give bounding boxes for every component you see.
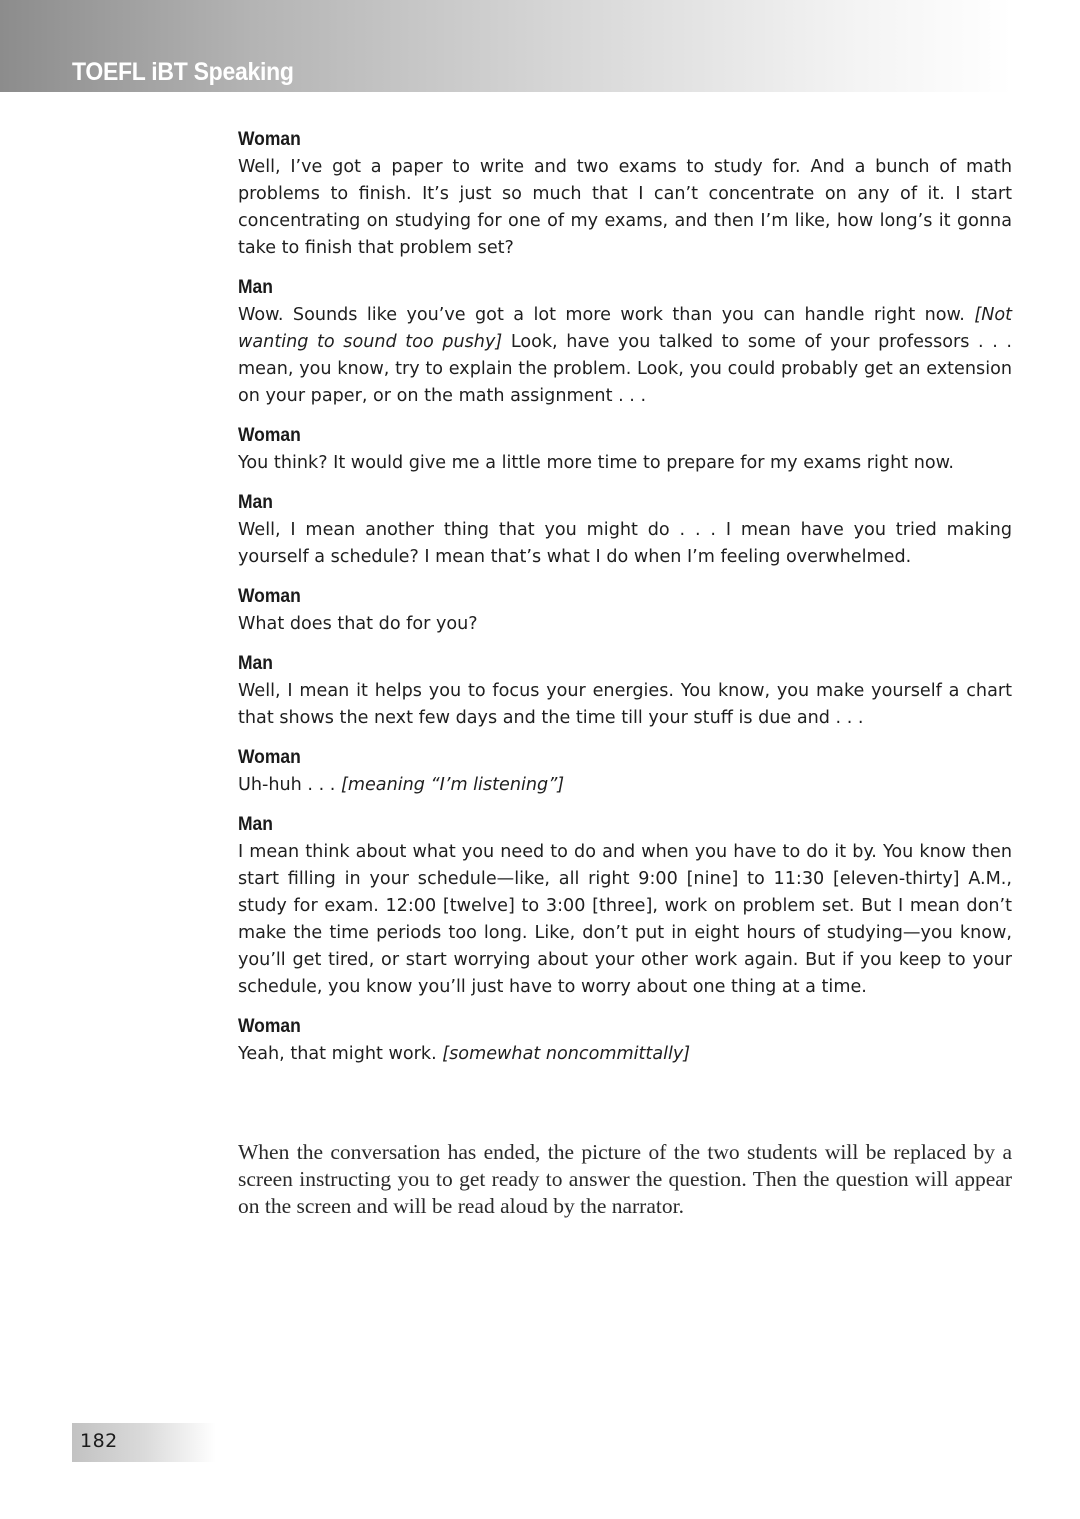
dialogue-text: Yeah, that might work. (238, 1044, 437, 1064)
dialogue-line: Well, I mean another thing that you might do . . . I mean have you tried making yourself a schedule? I mean that’s what I do when I’m feeling overwhelmed. (238, 520, 1012, 567)
speaker-label: Man (238, 653, 273, 674)
dialogue-line: Well, I’ve got a paper to write and two exams to study for. And a bunch of math problems to finish. It’s just so much that I can’t concentrate on any of it. I start concentrating on studying for one of my exams, and then I’m like, how long’s it gonna take to finish that problem set? (238, 157, 1012, 258)
dialogue-turn (238, 812, 1012, 1001)
dialogue-text: Wow. Sounds like you’ve got a lot more work than you can handle right now. (238, 305, 965, 325)
dialogue-line (238, 1041, 1012, 1068)
dialogue-turn (238, 651, 1012, 732)
speaker-label: Woman (238, 586, 301, 607)
dialogue-text: Uh-huh . . . (238, 775, 336, 795)
speaker-label: Woman (238, 747, 301, 768)
speaker-label: Man (238, 492, 273, 513)
page-number: 182 (80, 1430, 118, 1452)
dialogue-turn (238, 584, 1012, 638)
stage-direction: [Not wanting to sound too pushy] (238, 305, 1013, 352)
stage-direction: [meaning “I’m listening”] (340, 775, 565, 795)
narration-paragraph: When the conversation has ended, the picture of the two students will be replaced by a screen instructing you to get ready to answer the question. Then the question will appear on the screen and will be read aloud by the narrator. (238, 1140, 1012, 1218)
dialogue-text: Look, have you talked to some of your professors . . . mean, you know, try to explain the problem. Look, you could probably get an extension on your paper, or on the math assignment . . . (238, 332, 1012, 406)
dialogue-turn (238, 745, 1012, 799)
running-head: TOEFL iBT Speaking (72, 58, 294, 86)
dialogue-turn (238, 275, 1012, 410)
speaker-label: Woman (238, 1016, 301, 1037)
speaker-label: Woman (238, 129, 301, 150)
dialogue-transcript (238, 127, 1012, 1081)
stage-direction: [somewhat noncommittally] (442, 1044, 691, 1064)
dialogue-line: What does that do for you? (238, 614, 478, 634)
dialogue-line: Well, I mean it helps you to focus your energies. You know, you make yourself a chart that shows the next few days and the time till your stuff is due and . . . (238, 681, 1012, 728)
speaker-label: Man (238, 814, 273, 835)
dialogue-line (238, 772, 1012, 799)
dialogue-turn (238, 490, 1012, 571)
speaker-label: Man (238, 277, 273, 298)
dialogue-turn (238, 1014, 1012, 1068)
dialogue-line: I mean think about what you need to do and when you have to do it by. You know then start filling in your schedule—like, all right 9:00 [nine] to 11:30 [eleven-thirty] A.M., study for exam. 12:00 [twelve] to 3:00 [three], work on problem set. But I mean don’t make the time periods too long. Like, don’t put in eight hours of studying—you know, you’ll get tired, or start worrying about your other work again. But if you keep to your schedule, you know you’ll just have to worry about one thing at a time. (238, 842, 1012, 997)
dialogue-turn (238, 423, 1012, 477)
dialogue-line: You think? It would give me a little more time to prepare for my exams right now. (238, 453, 955, 473)
dialogue-line (238, 302, 1012, 410)
dialogue-turn (238, 127, 1012, 262)
speaker-label: Woman (238, 425, 301, 446)
